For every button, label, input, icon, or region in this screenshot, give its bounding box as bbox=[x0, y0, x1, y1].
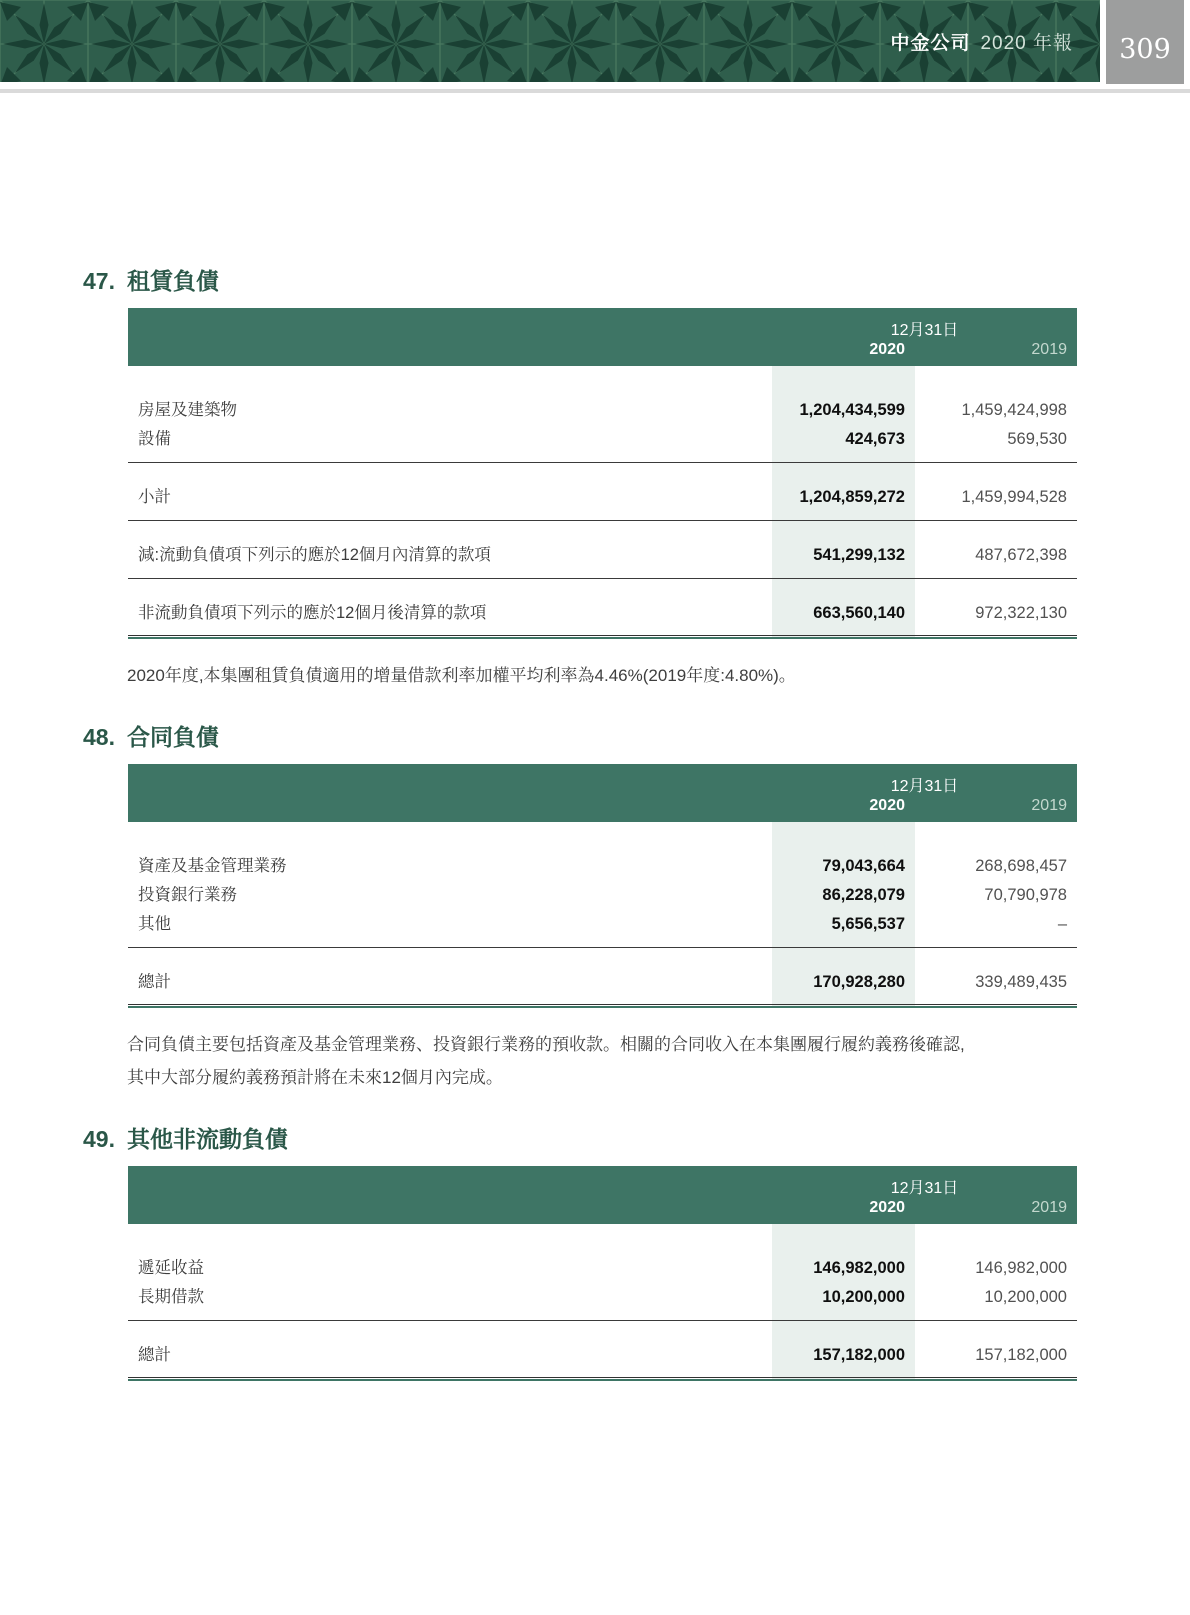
value-2019: 157,182,000 bbox=[975, 1346, 1067, 1364]
table-group bbox=[128, 463, 1077, 521]
column-header-2019: 2019 bbox=[1031, 797, 1067, 814]
table-total-rule bbox=[128, 1004, 1077, 1008]
column-header-2020: 2020 bbox=[869, 797, 905, 814]
row-label: 減:流動負債項下列示的應於12個月內清算的款項 bbox=[138, 546, 491, 564]
column-header-2020: 2020 bbox=[869, 1199, 905, 1216]
company-name: 中金公司 bbox=[890, 32, 971, 54]
row-label: 資產及基金管理業務 bbox=[138, 857, 287, 875]
table-row bbox=[128, 396, 1077, 425]
value-2019: 972,322,130 bbox=[975, 604, 1067, 622]
note-paragraph bbox=[127, 1028, 1077, 1094]
report-edition: 2020 年報 bbox=[980, 32, 1073, 54]
table-row bbox=[128, 968, 1077, 997]
column-header-2019: 2019 bbox=[1031, 1199, 1067, 1216]
table-row bbox=[128, 425, 1077, 454]
section-number: 48. bbox=[83, 724, 115, 750]
value-2020: 157,182,000 bbox=[813, 1346, 905, 1364]
table-total-rule bbox=[128, 1377, 1077, 1381]
note-line: 其中大部分履約義務預計將在未來12個月內完成。 bbox=[127, 1068, 503, 1087]
table-group bbox=[128, 521, 1077, 579]
column-header-date: 12月31日 bbox=[890, 1180, 959, 1197]
column-header-date: 12月31日 bbox=[890, 778, 959, 795]
row-label: 長期借款 bbox=[138, 1288, 204, 1306]
table-group bbox=[128, 1321, 1077, 1377]
value-2019: 146,982,000 bbox=[975, 1259, 1067, 1277]
report-title bbox=[890, 0, 1073, 82]
row-label: 投資銀行業務 bbox=[138, 886, 237, 904]
page-number: 309 bbox=[1119, 33, 1171, 65]
value-2020: 10,200,000 bbox=[822, 1288, 905, 1306]
column-header-2020: 2020 bbox=[869, 341, 905, 358]
note-paragraph bbox=[127, 659, 1077, 692]
table-row bbox=[128, 1341, 1077, 1370]
value-2020: 424,673 bbox=[845, 430, 905, 448]
section-heading-49 bbox=[83, 1124, 1190, 1154]
section-number: 49. bbox=[83, 1126, 115, 1152]
value-2019: 10,200,000 bbox=[984, 1288, 1067, 1306]
section-title: 租賃負債 bbox=[127, 268, 219, 294]
note-line: 合同負債主要包括資產及基金管理業務、投資銀行業務的預收款。相關的合同收入在本集團履行履約義務後確認, bbox=[127, 1035, 965, 1054]
table-group bbox=[128, 948, 1077, 1004]
row-label: 房屋及建築物 bbox=[138, 401, 237, 419]
row-label: 其他 bbox=[138, 915, 171, 933]
table-row bbox=[128, 599, 1077, 628]
value-2020: 1,204,859,272 bbox=[799, 488, 905, 506]
row-label: 設備 bbox=[138, 430, 171, 448]
table-row bbox=[128, 881, 1077, 910]
value-2020: 663,560,140 bbox=[813, 604, 905, 622]
table-header bbox=[128, 308, 1077, 366]
value-2019: 1,459,424,998 bbox=[961, 401, 1067, 419]
value-2020: 1,204,434,599 bbox=[799, 401, 905, 419]
column-header-2019: 2019 bbox=[1031, 341, 1067, 358]
note-line: 2020年度,本集團租賃負債適用的增量借款利率加權平均利率為4.46%(2019年度:4.80%)。 bbox=[127, 666, 796, 685]
section-heading-47 bbox=[83, 266, 1190, 296]
value-2019: 268,698,457 bbox=[975, 857, 1067, 875]
table-group bbox=[128, 366, 1077, 463]
value-2019: 70,790,978 bbox=[984, 886, 1067, 904]
value-2019: 569,530 bbox=[1007, 430, 1067, 448]
table-row bbox=[128, 483, 1077, 512]
table-group bbox=[128, 579, 1077, 635]
row-label: 小計 bbox=[138, 488, 171, 506]
value-2020: 5,656,537 bbox=[831, 915, 905, 933]
table-row bbox=[128, 1283, 1077, 1312]
table-header bbox=[128, 1166, 1077, 1224]
column-header-date: 12月31日 bbox=[890, 322, 959, 339]
row-label: 非流動負債項下列示的應於12個月後清算的款項 bbox=[138, 604, 487, 622]
table-row bbox=[128, 852, 1077, 881]
lease-liabilities-table bbox=[128, 308, 1077, 639]
value-2019: 339,489,435 bbox=[975, 973, 1067, 991]
table-row bbox=[128, 541, 1077, 570]
value-2020: 86,228,079 bbox=[822, 886, 905, 904]
table-group bbox=[128, 822, 1077, 948]
section-heading-48 bbox=[83, 722, 1190, 752]
table-row bbox=[128, 910, 1077, 939]
section-title: 其他非流動負債 bbox=[127, 1126, 288, 1152]
table-group bbox=[128, 1224, 1077, 1321]
table-header bbox=[128, 764, 1077, 822]
table-total-rule bbox=[128, 635, 1077, 639]
row-label: 總計 bbox=[138, 1346, 171, 1364]
row-label: 總計 bbox=[138, 973, 171, 991]
value-2019: 1,459,994,528 bbox=[961, 488, 1067, 506]
value-2020: 541,299,132 bbox=[813, 546, 905, 564]
contract-liabilities-table bbox=[128, 764, 1077, 1008]
value-2020: 79,043,664 bbox=[822, 857, 905, 875]
section-title: 合同負債 bbox=[127, 724, 219, 750]
value-2020: 146,982,000 bbox=[813, 1259, 905, 1277]
other-noncurrent-liabilities-table bbox=[128, 1166, 1077, 1381]
row-label: 遞延收益 bbox=[138, 1259, 204, 1277]
value-2020: 170,928,280 bbox=[813, 973, 905, 991]
value-2019: – bbox=[1057, 915, 1067, 933]
section-number: 47. bbox=[83, 268, 115, 294]
table-row bbox=[128, 1254, 1077, 1283]
value-2019: 487,672,398 bbox=[975, 546, 1067, 564]
